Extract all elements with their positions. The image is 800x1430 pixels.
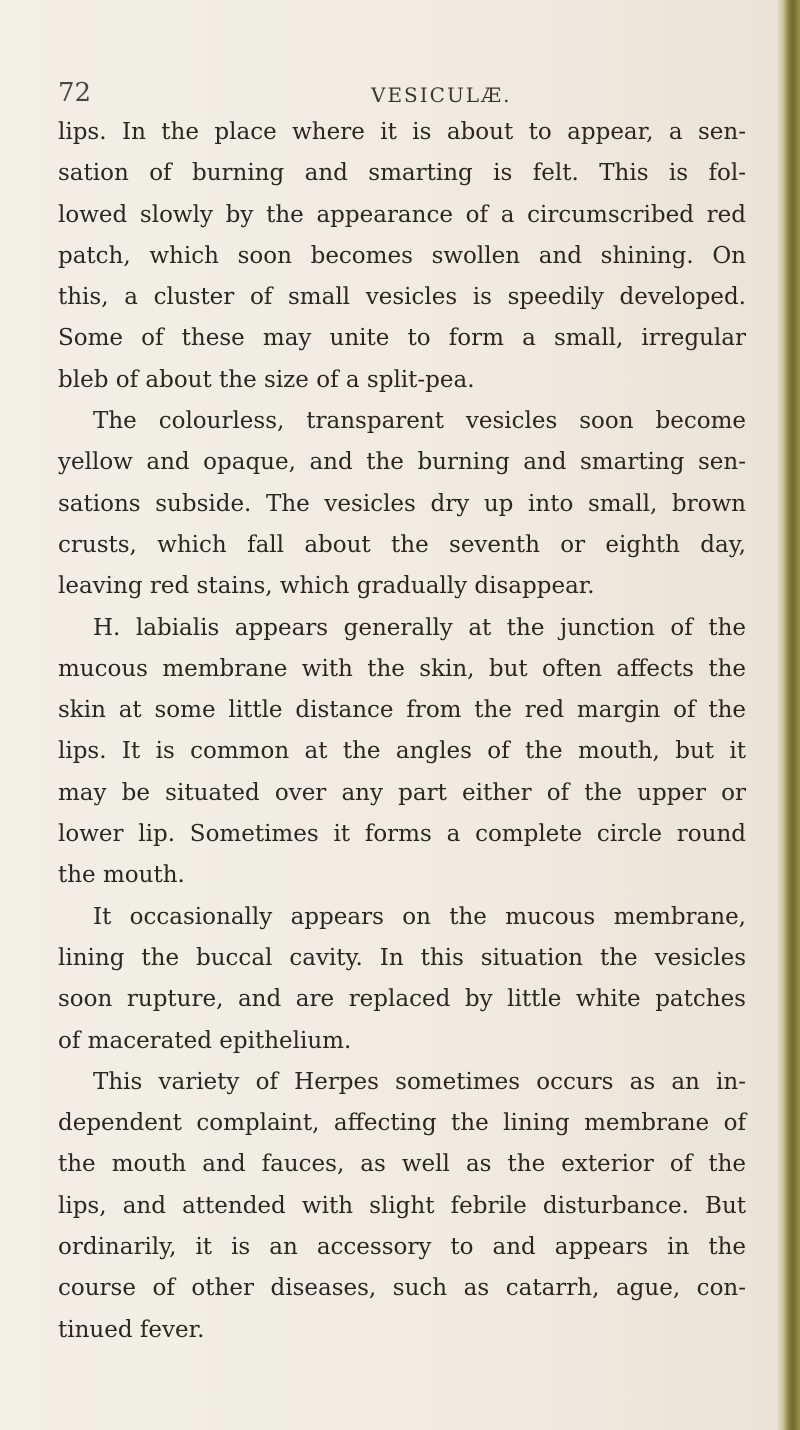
text-line: lips. In the place where it is about to appear, a sen-	[58, 119, 746, 145]
text-line: sations subside. The vesicles dry up into small, brown	[58, 490, 746, 517]
text-line: sation of burning and smarting is felt. This is fol-	[58, 160, 746, 187]
text-line: dependent complaint, affecting the lining membrane of	[58, 1110, 746, 1137]
text-line: This variety of Herpes sometimes occurs as an in-	[93, 1068, 746, 1095]
text-line: leaving red stains, which gradually disappear.	[58, 573, 595, 600]
text-line: the mouth.	[58, 862, 185, 889]
page-number: 72	[58, 78, 92, 108]
text-line: skin at some little distance from the red margin of the	[58, 697, 746, 724]
running-head: VESICULÆ.	[371, 83, 512, 107]
text-line: crusts, which fall about the seventh or eighth day,	[58, 531, 746, 558]
text-line: ordinarily, it is an accessory to and appears in the	[58, 1234, 746, 1261]
text-line: may be situated over any part either of the upper or	[58, 779, 746, 806]
text-line: this, a cluster of small vesicles is speedily developed.	[58, 284, 746, 311]
text-line: bleb of about the size of a split-pea.	[58, 366, 475, 393]
body-text	[58, 112, 746, 1351]
text-line: the mouth and fauces, as well as the exterior of the	[58, 1151, 746, 1178]
text-line: lower lip. Sometimes it forms a complete circle round	[58, 821, 746, 848]
text-line: soon rupture, and are replaced by little white patches	[58, 986, 746, 1013]
text-line: tinued fever.	[58, 1316, 205, 1343]
text-line: H. labialis appears generally at the junction of the	[93, 614, 746, 641]
text-line: course of other diseases, such as catarrh, ague, con-	[58, 1275, 746, 1302]
book-spine	[782, 0, 800, 1430]
text-line: lining the buccal cavity. In this situation the vesicles	[58, 944, 746, 971]
text-line: patch, which soon becomes swollen and shining. On	[58, 242, 746, 269]
text-line: lips. It is common at the angles of the mouth, but it	[58, 738, 746, 765]
text-line: mucous membrane with the skin, but often affects the	[58, 655, 746, 682]
page-header	[58, 78, 778, 112]
text-line: of macerated epithelium.	[58, 1027, 352, 1054]
text-line: It occasionally appears on the mucous membrane,	[93, 903, 746, 930]
text-line: The colourless, transparent vesicles soon become	[93, 408, 746, 435]
text-line: yellow and opaque, and the burning and smarting sen-	[58, 449, 746, 476]
text-line: lips, and attended with slight febrile disturbance. But	[58, 1192, 746, 1219]
text-line: Some of these may unite to form a small, irregular	[58, 325, 746, 352]
text-line: lowed slowly by the appearance of a circumscribed red	[58, 201, 746, 228]
